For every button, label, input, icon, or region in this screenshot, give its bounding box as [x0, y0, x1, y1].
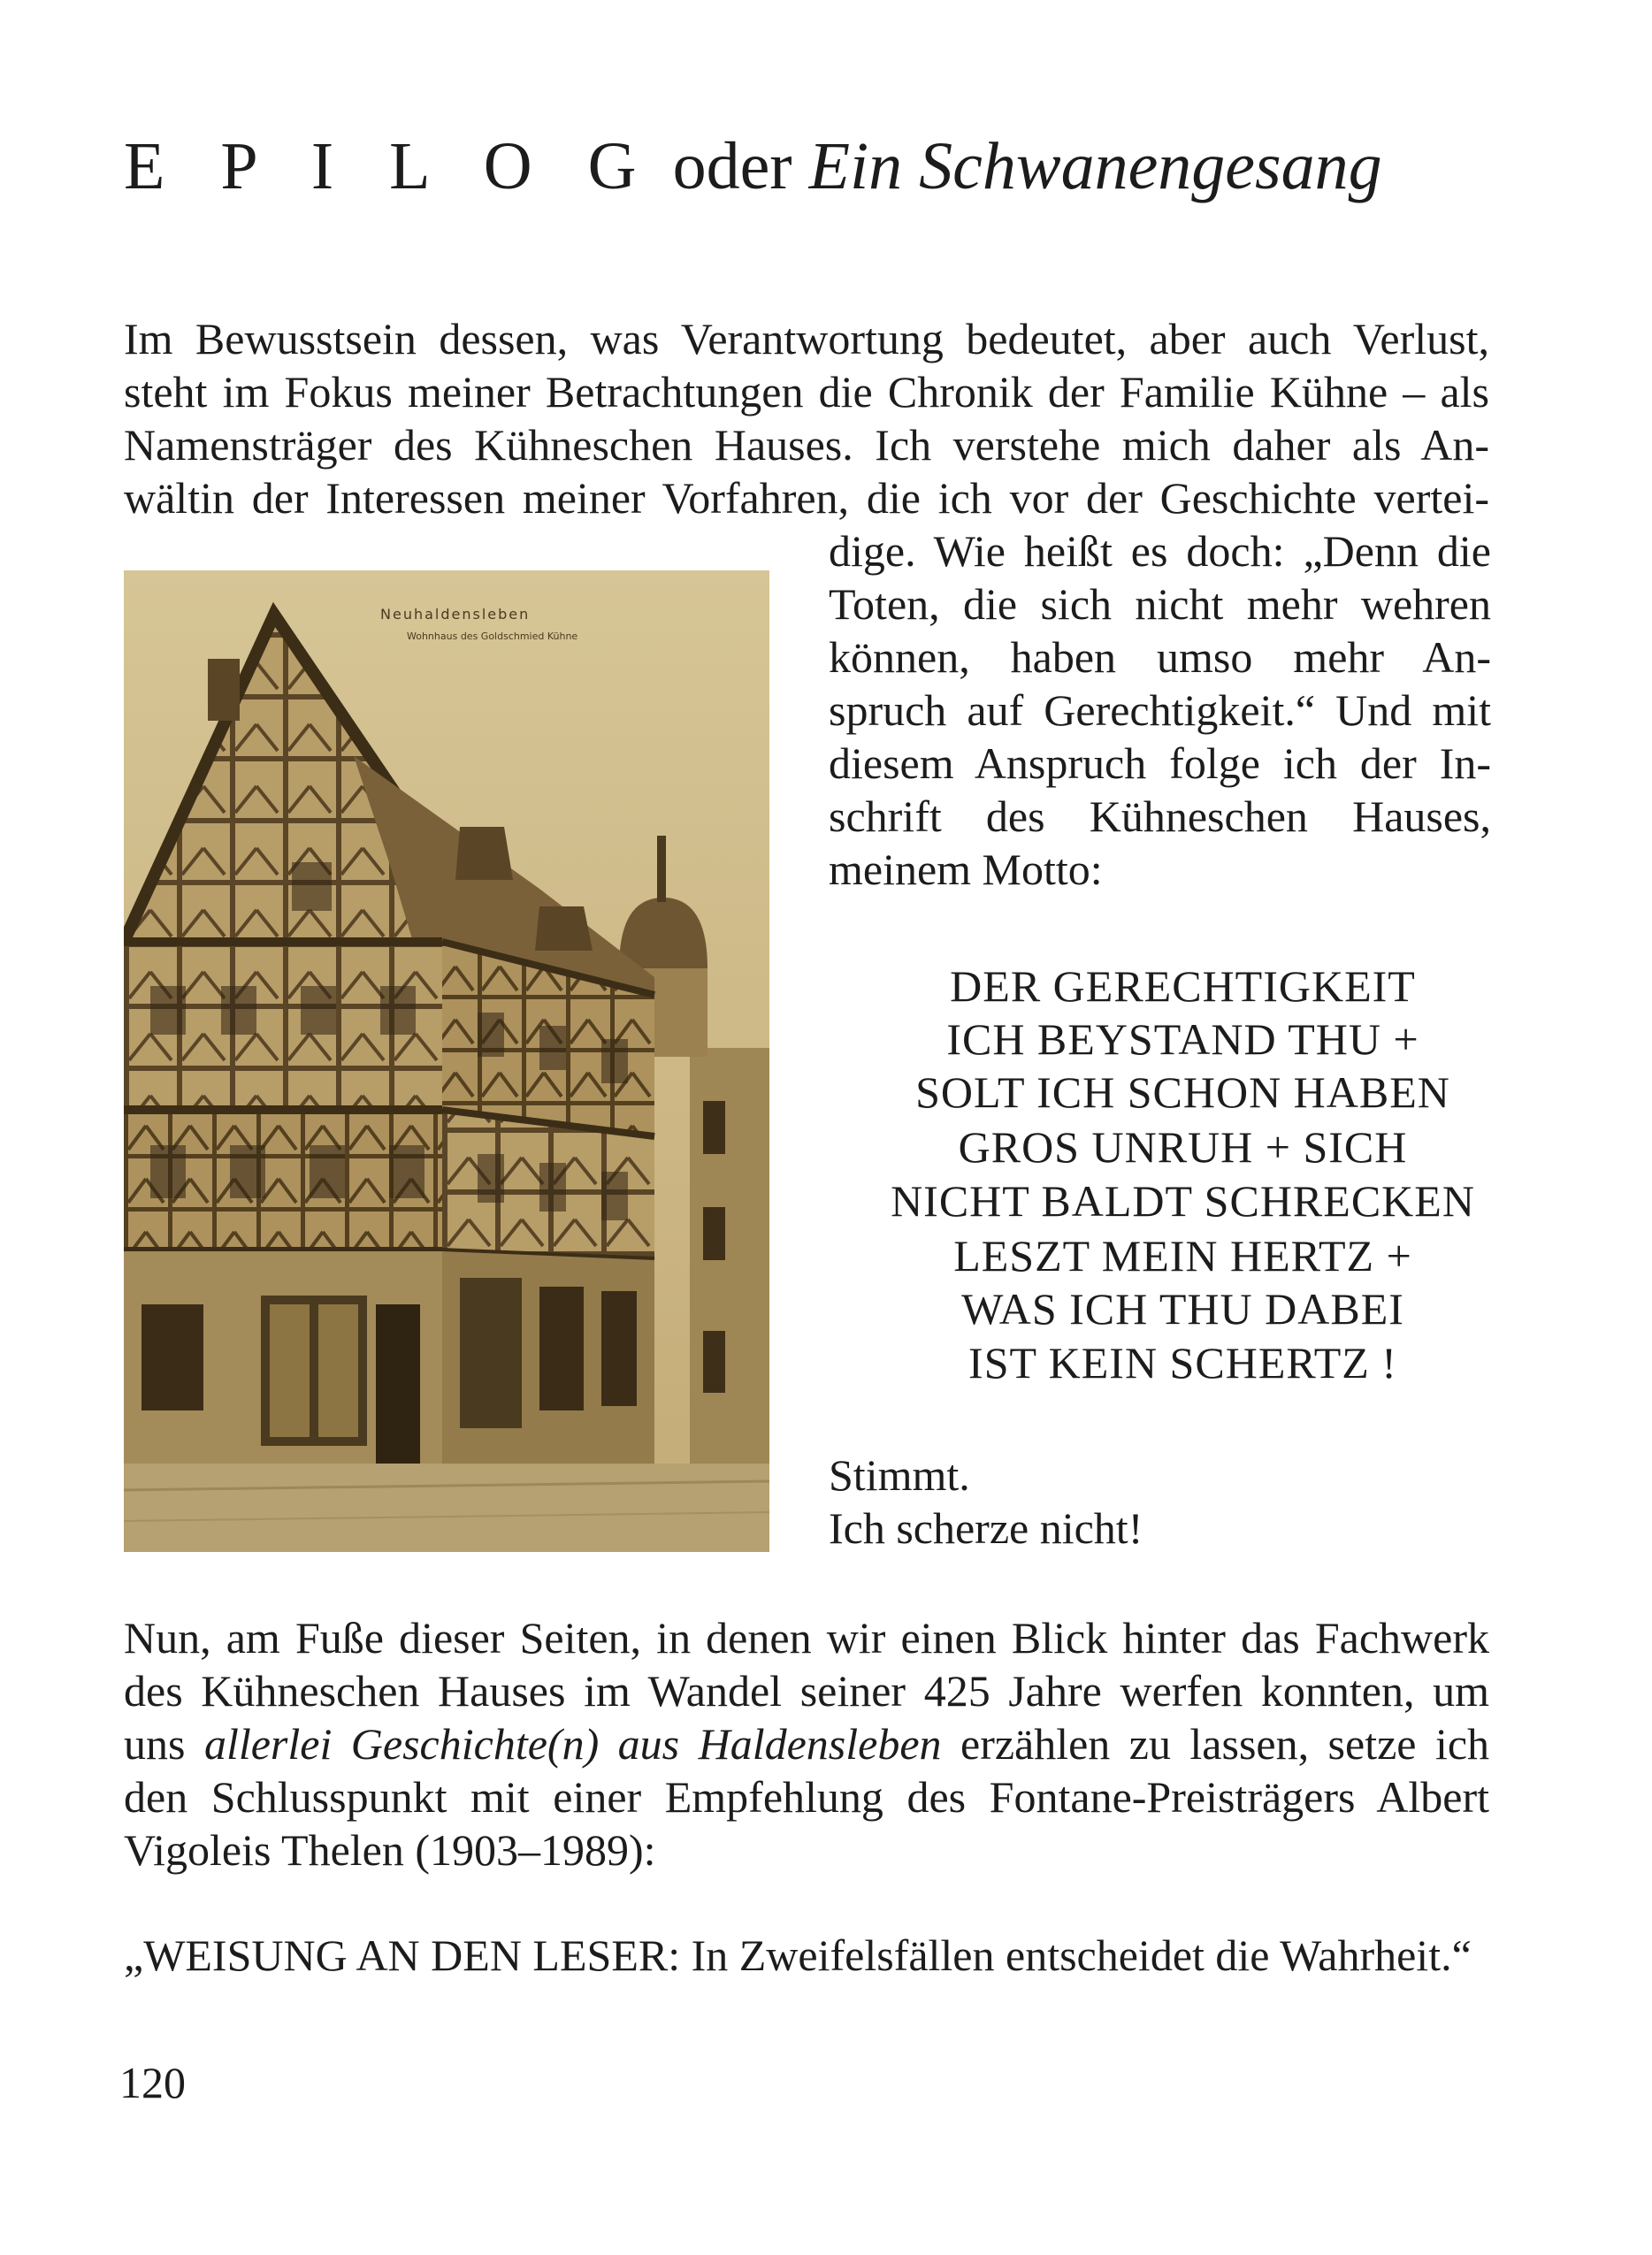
- text-line: dige. Wie heißt es doch: „Denn die: [829, 526, 1491, 576]
- historic-postcard-photo: [124, 570, 769, 1552]
- text-line: Namensträger des Kühneschen Hauses. Ich verstehe mich daher als An-: [124, 420, 1489, 470]
- motto-line: DER GERECHTIGKEIT: [950, 961, 1416, 1011]
- motto-line: LESZT MEIN HERTZ +: [953, 1231, 1412, 1280]
- motto-line: NICHT BALDT SCHRECKEN: [891, 1176, 1475, 1226]
- text-line: Im Bewusstsein dessen, was Verantwortung bedeutet, aber auch Verlust,: [124, 314, 1489, 363]
- postcard-caption-subtitle: Wohnhaus des Goldschmied Kühne: [407, 631, 578, 642]
- text-line: steht im Fokus meiner Betrachtungen die Chronik der Familie Kühne – als: [124, 367, 1489, 417]
- text-line: Vigoleis Thelen (1903–1989):: [124, 1825, 656, 1875]
- text-segment: erzählen zu lassen, setze ich: [960, 1719, 1490, 1769]
- text-line: schrift des Kühneschen Hauses,: [829, 791, 1491, 841]
- text-line: Toten, die sich nicht mehr wehren: [829, 579, 1491, 629]
- chapter-title-caps: E P I L O G: [124, 129, 656, 203]
- motto-line: WAS ICH THU DABEI: [961, 1284, 1404, 1334]
- closing-remark: Ich scherze nicht!: [829, 1503, 1143, 1553]
- text-line: wältin der Interessen meiner Vorfahren, die ich vor der Geschichte vertei-: [124, 473, 1489, 523]
- motto-line: GROS UNRUH + SICH: [958, 1122, 1408, 1172]
- half-timbered-house-illustration: [124, 570, 769, 1552]
- chapter-title-subtitle: Ein Schwanengesang: [808, 129, 1382, 203]
- motto-line: SOLT ICH SCHON HABEN: [915, 1067, 1450, 1117]
- text-line: Nun, am Fuße dieser Seiten, in denen wir einen Blick hinter das Fachwerk: [124, 1613, 1489, 1663]
- italic-reference: allerlei Geschichte(n) aus Haldensleben: [203, 1719, 942, 1769]
- page-number: 120: [119, 2058, 186, 2107]
- postcard-caption-town: Neuhaldensleben: [380, 606, 531, 623]
- text-line: spruch auf Gerechtigkeit.“ Und mit: [829, 685, 1491, 735]
- text-line: meinem Motto:: [829, 845, 1103, 894]
- motto-line: ICH BEYSTAND THU +: [946, 1014, 1419, 1064]
- text-line: des Kühneschen Hauses im Wandel seiner 425 Jahre werfen konnten, um: [124, 1666, 1489, 1716]
- closing-remark: Stimmt.: [829, 1450, 970, 1500]
- closing-quote: „WEISUNG AN DEN LESER: In Zweifelsfällen entscheidet die Wahrheit.“: [124, 1930, 1472, 1980]
- text-segment: uns: [124, 1719, 186, 1769]
- motto-line: IST KEIN SCHERTZ !: [968, 1338, 1397, 1387]
- chapter-title-connector: oder: [672, 129, 792, 203]
- text-line: diesem Anspruch folge ich der In-: [829, 738, 1491, 788]
- text-line: können, haben umso mehr An-: [829, 632, 1491, 682]
- text-line: [124, 1719, 1490, 1769]
- text-line: den Schlusspunkt mit einer Empfehlung des Fontane-Preisträgers Albert: [124, 1772, 1489, 1822]
- chapter-title: [124, 129, 1382, 203]
